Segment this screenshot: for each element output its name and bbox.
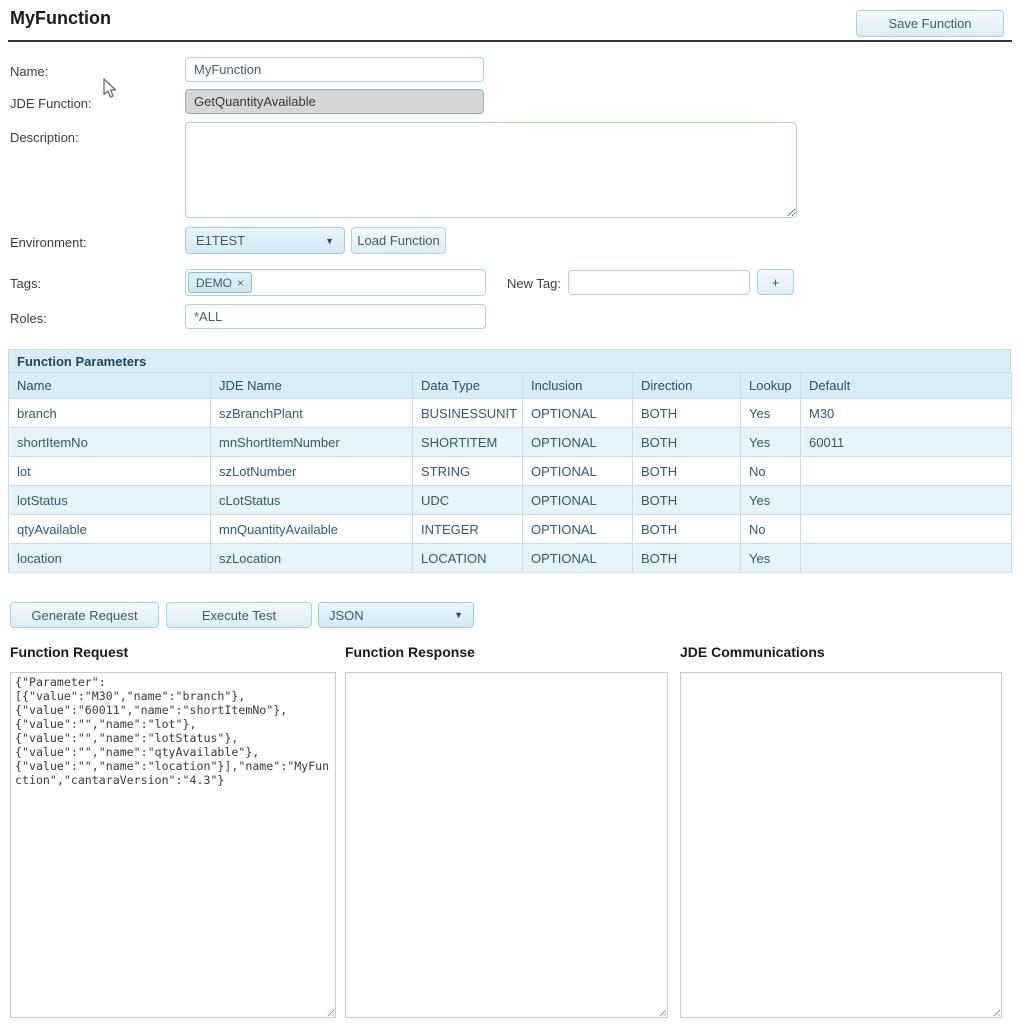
column-header-jde-name: JDE Name (211, 373, 413, 399)
table-row-lotstatus[interactable] (9, 486, 1012, 515)
cell-direction: BOTH (633, 399, 741, 428)
cell-inclusion: OPTIONAL (523, 486, 633, 515)
cell-data-type: STRING (413, 457, 523, 486)
jde-communications-heading: JDE Communications (680, 644, 825, 660)
cell-inclusion: OPTIONAL (523, 544, 633, 573)
cell-jde-name: mnQuantityAvailable (211, 515, 413, 544)
remove-tag-icon[interactable]: × (237, 275, 245, 290)
add-tag-button[interactable]: + (757, 269, 794, 295)
generate-request-button[interactable]: Generate Request (10, 602, 159, 628)
format-selected-value: JSON (329, 607, 364, 623)
function-parameters-section (8, 349, 1011, 573)
chevron-down-icon: ▼ (325, 235, 334, 246)
cell-name: location (9, 544, 211, 573)
cell-default (801, 544, 1012, 573)
function-request-textarea[interactable] (10, 672, 336, 1018)
cell-data-type: INTEGER (413, 515, 523, 544)
name-label: Name: (10, 64, 49, 79)
cell-jde-name: cLotStatus (211, 486, 413, 515)
tags-field[interactable] (185, 269, 486, 296)
cell-default (801, 486, 1012, 515)
mouse-cursor-icon (102, 78, 118, 100)
parameters-table-title: Function Parameters (8, 349, 1011, 372)
cell-direction: BOTH (633, 486, 741, 515)
cell-jde-name: mnShortItemNumber (211, 428, 413, 457)
function-request-heading: Function Request (10, 644, 129, 660)
chevron-down-icon: ▼ (454, 610, 463, 620)
cell-default (801, 457, 1012, 486)
cell-name: branch (9, 399, 211, 428)
cell-inclusion: OPTIONAL (523, 457, 633, 486)
cell-lookup: No (741, 515, 801, 544)
roles-label: Roles: (10, 311, 47, 326)
function-response-panel (345, 672, 668, 1018)
cell-jde-name: szLocation (211, 544, 413, 573)
cell-lookup: No (741, 457, 801, 486)
table-header-row (9, 373, 1012, 399)
name-input[interactable] (185, 57, 484, 82)
tags-label: Tags: (10, 276, 42, 291)
column-header-name: Name (9, 373, 211, 399)
column-header-direction: Direction (633, 373, 741, 399)
cell-jde-name: szLotNumber (211, 457, 413, 486)
function-request-panel (10, 672, 336, 1018)
cell-name: qtyAvailable (9, 515, 211, 544)
cell-lookup: Yes (741, 428, 801, 457)
cell-inclusion: OPTIONAL (523, 428, 633, 457)
new-tag-input[interactable] (568, 270, 750, 295)
cell-direction: BOTH (633, 428, 741, 457)
environment-label: Environment: (10, 235, 87, 250)
table-row-branch[interactable] (9, 399, 1012, 428)
table-row-location[interactable] (9, 544, 1012, 573)
cell-lookup: Yes (741, 399, 801, 428)
table-row-shortitemno[interactable] (9, 428, 1012, 457)
description-textarea[interactable] (185, 122, 797, 218)
cell-name: shortItemNo (9, 428, 211, 457)
cell-data-type: SHORTITEM (413, 428, 523, 457)
tag-chip (188, 272, 252, 293)
cell-default: M30 (801, 399, 1012, 428)
header-divider (8, 40, 1012, 42)
jde-communications-textarea[interactable] (680, 672, 1002, 1018)
load-function-button[interactable]: Load Function (351, 227, 446, 254)
cell-lookup: Yes (741, 544, 801, 573)
cell-data-type: BUSINESSUNIT (413, 399, 523, 428)
save-function-button[interactable]: Save Function (856, 10, 1004, 37)
table-row-qtyavailable[interactable] (9, 515, 1012, 544)
description-label: Description: (10, 130, 79, 145)
cell-inclusion: OPTIONAL (523, 515, 633, 544)
format-dropdown[interactable] (318, 602, 474, 628)
new-tag-label: New Tag: (507, 276, 561, 291)
column-header-default: Default (801, 373, 1012, 399)
column-header-inclusion: Inclusion (523, 373, 633, 399)
cell-default: 60011 (801, 428, 1012, 457)
page-title: MyFunction (10, 8, 111, 28)
cell-direction: BOTH (633, 457, 741, 486)
cell-inclusion: OPTIONAL (523, 399, 633, 428)
tag-chip-label: DEMO (196, 275, 232, 290)
cell-jde-name: szBranchPlant (211, 399, 413, 428)
parameters-table (8, 372, 1012, 573)
cell-lookup: Yes (741, 486, 801, 515)
execute-test-button[interactable]: Execute Test (166, 602, 312, 628)
cell-direction: BOTH (633, 515, 741, 544)
environment-selected-value: E1TEST (196, 233, 246, 248)
cell-default (801, 515, 1012, 544)
environment-dropdown[interactable] (185, 227, 345, 254)
function-response-textarea[interactable] (345, 672, 668, 1018)
cell-data-type: LOCATION (413, 544, 523, 573)
cell-name: lotStatus (9, 486, 211, 515)
cell-name: lot (9, 457, 211, 486)
cell-direction: BOTH (633, 544, 741, 573)
jde-function-input (185, 89, 484, 114)
column-header-data-type: Data Type (413, 373, 523, 399)
jde-function-label: JDE Function: (10, 96, 92, 111)
column-header-lookup: Lookup (741, 373, 801, 399)
cell-data-type: UDC (413, 486, 523, 515)
jde-communications-panel (680, 672, 1002, 1018)
function-response-heading: Function Response (345, 644, 475, 660)
roles-input[interactable] (185, 304, 486, 329)
table-row-lot[interactable] (9, 457, 1012, 486)
